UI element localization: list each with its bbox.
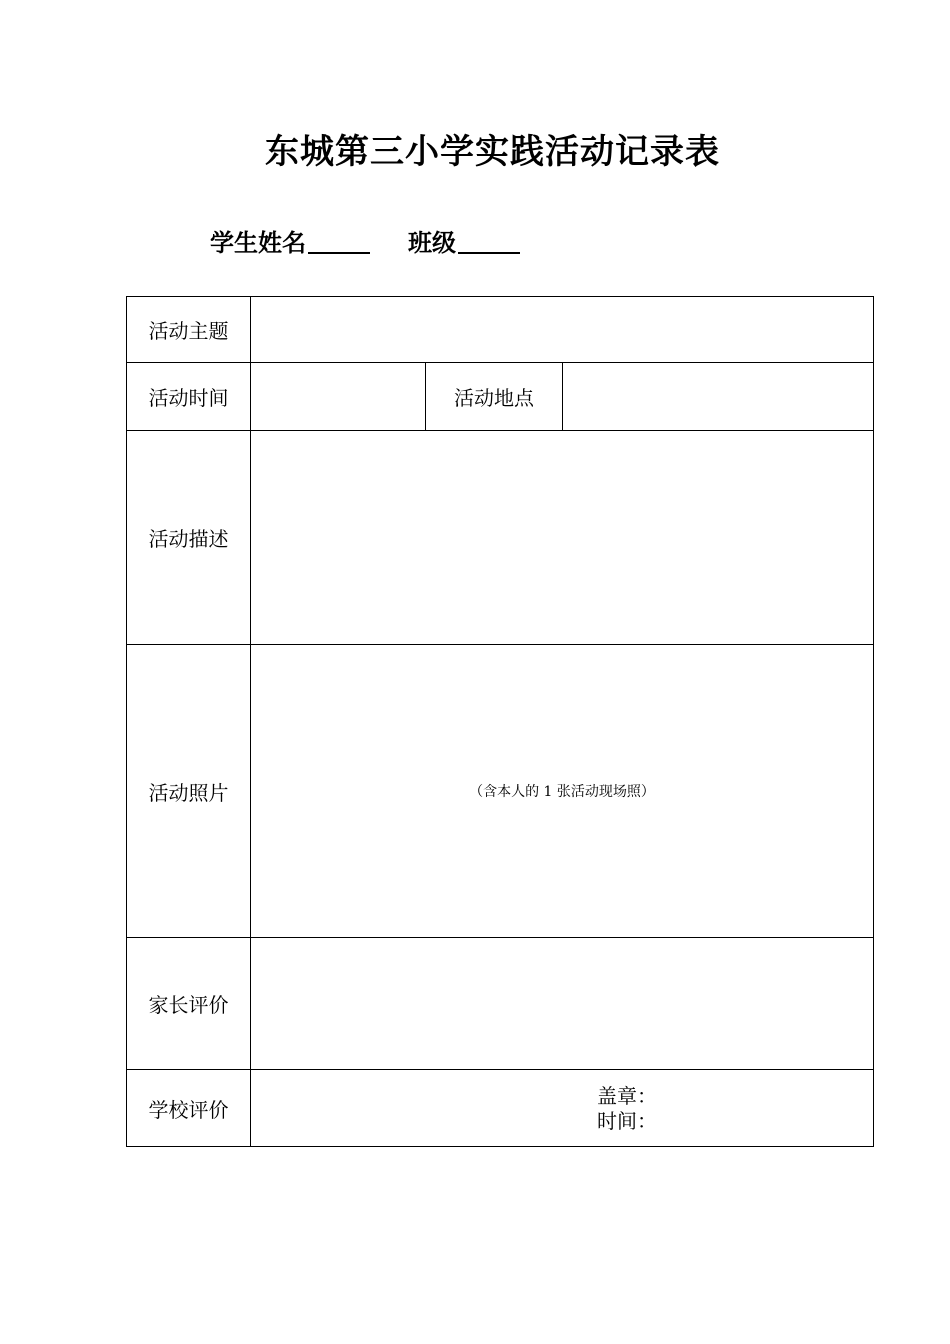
class-blank[interactable] bbox=[458, 252, 520, 254]
theme-row bbox=[127, 297, 874, 363]
description-cell[interactable] bbox=[251, 431, 874, 645]
photo-label: 活动照片 bbox=[127, 645, 251, 938]
place-cell[interactable] bbox=[563, 363, 874, 431]
photo-hint: （含本人的 1 张活动现场照） bbox=[469, 784, 655, 800]
photo-row bbox=[127, 645, 874, 938]
photo-cell[interactable] bbox=[251, 645, 874, 938]
place-label: 活动地点 bbox=[426, 363, 563, 431]
student-name-blank[interactable] bbox=[308, 252, 370, 254]
school-review-cell[interactable] bbox=[251, 1070, 874, 1147]
student-name-label: 学生姓名 bbox=[210, 228, 306, 257]
time-cell[interactable] bbox=[251, 363, 426, 431]
parent-review-row bbox=[127, 938, 874, 1070]
theme-label: 活动主题 bbox=[127, 297, 251, 363]
class-field bbox=[408, 222, 520, 258]
class-label: 班级 bbox=[408, 228, 456, 257]
time-label: 活动时间 bbox=[127, 363, 251, 431]
school-review-label: 学校评价 bbox=[127, 1070, 251, 1147]
school-review-row bbox=[127, 1070, 874, 1147]
date-label: 时间： bbox=[597, 1109, 657, 1133]
parent-review-cell[interactable] bbox=[251, 938, 874, 1070]
description-row bbox=[127, 431, 874, 645]
description-label: 活动描述 bbox=[127, 431, 251, 645]
stamp-label: 盖章： bbox=[597, 1084, 657, 1108]
parent-review-label: 家长评价 bbox=[127, 938, 251, 1070]
theme-cell[interactable] bbox=[251, 297, 874, 363]
activity-record-table bbox=[126, 296, 874, 1147]
time-place-row bbox=[127, 363, 874, 431]
page-title: 东城第三小学实践活动记录表 bbox=[265, 132, 720, 172]
student-name-field bbox=[210, 222, 370, 258]
